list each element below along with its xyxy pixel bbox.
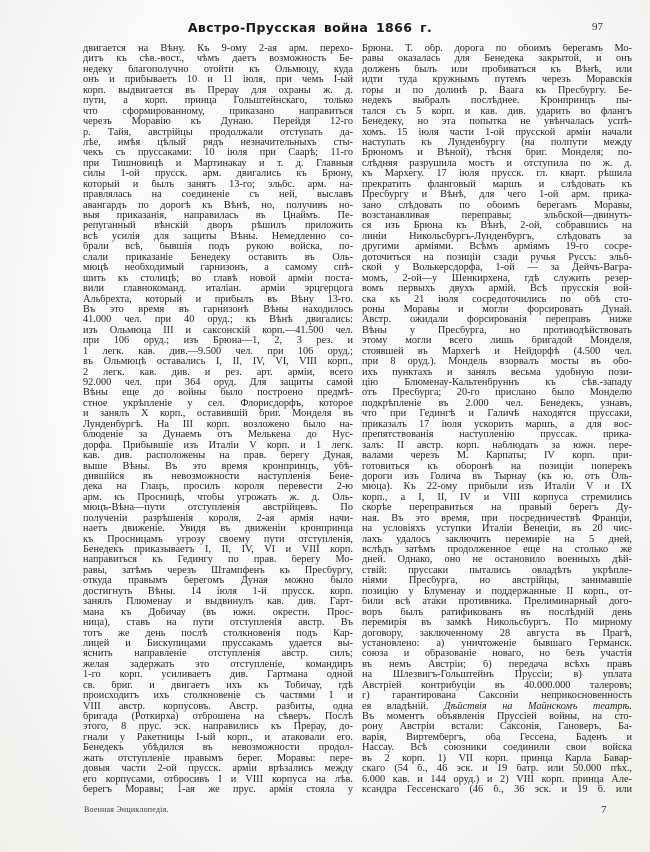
text-line: роны Моравы и могли форсировать Дунай.	[362, 304, 632, 315]
text-line: при Тишновицѣ и Мартинакау и т. д. Главныя	[83, 158, 353, 169]
text-line: онъ и прибываетъ 10 и 11 іюля, при чемъ I-ый	[83, 75, 353, 86]
text-line: дившійся въ невозможности наступленія Бене-	[83, 471, 353, 482]
text-line: силы 1-ой прусск. арм. двигались къ Брюну,	[83, 169, 353, 180]
text-line: репуганный вѣнскій дворъ рѣшилъ приложить	[83, 221, 353, 232]
text-line: и занялъ X корп., оставившій бриг. Монделя въ	[83, 409, 353, 420]
text-line: ихъ пунктахъ и занялъ весьма удобную пози-	[362, 367, 632, 378]
text-line: желая задержать это отступленіе, командиръ	[83, 659, 353, 670]
text-line: VIII австр. корпусовъ. Австр. разбиты, одна	[83, 701, 353, 712]
text-line: лахъ удалось заключить перемиріе на 5 дней,	[362, 534, 632, 545]
text-line: рону Австріи встали: Саксонія, Гановеръ, Ба-	[362, 722, 632, 733]
text-line: подкрѣпленіе въ 2.000 чел. Бенедекъ, узнавъ,	[362, 398, 632, 409]
text-line: Въ это время въ гарнизонѣ Вѣны находилось	[83, 304, 353, 315]
text-line: вслѣдъ затѣмъ продолженное еще на столько же	[362, 545, 632, 555]
text-line: долженъ былъ или пробиваться къ Вѣнѣ, или	[362, 64, 632, 75]
text-line: пути, а корп. принца Гольштейнскаго, только	[83, 96, 353, 107]
text-line: шить къ столицѣ; во главѣ новой арміи поста-	[83, 273, 353, 284]
text-line: Брюномъ и Вѣной), тѣсня бриг. Монделя; по-	[362, 148, 632, 159]
text-line: который и былъ занятъ 13-го; эльбс. арм. на-	[83, 179, 353, 190]
text-line: 1 легк. кав. див.—9.500 чел. при 106 оруд.;	[83, 346, 353, 357]
text-line: г) гарантирована Саксоніи неприкосновенность	[362, 691, 632, 702]
text-run: ея владѣній.	[362, 701, 445, 712]
text-line: Бенедеку, но эта попытка не увѣнчалась успѣ-	[362, 117, 632, 128]
text-line: цію Блюменау-Кальтенбруннъ къ сѣв.-западу	[362, 378, 632, 388]
text-line: ска къ 21 іюля сосредоточились по обѣ сто-	[362, 294, 632, 305]
text-line: возстанавливая переправы; эльбской—двинуть-	[362, 211, 632, 221]
text-line: Вѣны у Пресбурга, но противодѣйствовать	[362, 325, 632, 336]
text-line: довыя части 2-ой прусск. арміи врѣзались между	[83, 764, 353, 775]
text-line: варія, Виртембергъ, оба Гессена, Баденъ и	[362, 732, 632, 743]
text-line: откуда правымъ берегомъ Дуная можно было	[83, 576, 353, 587]
text-line: ствій: пруссаки пытались овладѣть укрѣпле-	[362, 565, 632, 576]
text-line: его корпусами, отбросивъ I и VIII корпуса на лѣв.	[83, 774, 353, 785]
text-line: выше Вѣны. Въ это время кронпринцъ, убѣ-	[83, 461, 353, 472]
text-line: что при Гедингѣ и Галичѣ находятся пруссаки,	[362, 409, 632, 420]
text-line: арм. къ Просницѣ, чтобы угрожать ж. д. Оль-	[83, 492, 353, 503]
text-line: тался съ 5 корп. и кав. див. ударить во флангъ	[362, 106, 632, 117]
text-line: Нассау. Всѣ союзники соединили свои войска	[362, 743, 632, 754]
text-line: на условіяхъ уступки Италіи Венеціи, въ 20 чис-	[362, 524, 632, 535]
text-line: дней. Однако, оно не остановило военныхъ дѣй-	[362, 555, 632, 566]
text-line: лѣе, имѣя цѣлый рядъ незначительныхъ сты-	[83, 137, 353, 148]
text-line: Австріей контрибуціи въ 40.000.000 талеровъ;	[362, 680, 632, 691]
text-line: корп., а I, II, IV и VIII корпуса стремились	[362, 492, 632, 503]
text-line: воръ былъ ратификованъ въ послѣдній день	[362, 607, 632, 618]
text-line: авангардъ по дорогѣ къ Вѣнѣ, но, получивъ но-	[83, 200, 353, 211]
section-heading-italic: Дѣйствія на Майнскомъ театрѣ.	[444, 701, 632, 712]
text-line: прекратить фланговый маршъ и слѣдовать къ	[362, 179, 632, 190]
text-line: кав. див. расположены на прав. берегу Дуная,	[83, 451, 353, 462]
text-line: хомъ. 15 іюля части 1-ой прусской арміи начали	[362, 127, 632, 138]
text-line: достигнуть Вѣны. 14 іюля 1-й прусск. корп.	[83, 586, 353, 597]
text-line: Вѣны еще до войны было построено предмѣ-	[83, 388, 353, 399]
text-line: гнали у Ракетницы I-ый корп., и атаковали его.	[83, 732, 353, 743]
text-columns	[83, 44, 632, 796]
text-line: Брюна. Т. обр. дорога по обоимъ берегамъ Мо-	[362, 44, 632, 54]
footer-imprint: Военная Энциклопедія.	[84, 805, 169, 814]
text-line: слали приказаніе Бенедеку оставить въ Оль-	[83, 252, 353, 263]
left-column	[83, 44, 353, 796]
text-line: мюцъ-Вѣна—пути отступленія австрійцевъ. По	[83, 503, 353, 514]
text-line: при 8 оруд.). Мондель взорвалъ мосты въ обо-	[362, 357, 632, 368]
text-line: препятствованія наступленію пруссак. прика-	[362, 430, 632, 441]
text-line: скаго (54 б., 46 эск. и 19 батр. или 50.000 пѣх.,	[362, 764, 632, 775]
text-line: блюденіе за Дунаемъ отъ Мелькена до Нус-	[83, 430, 353, 441]
text-line: ніями Пресбурга, но австрійцы, занимавшіе	[362, 576, 632, 587]
text-line: приказалъ 17 іюля ускорить маршъ, а для вос-	[362, 419, 632, 430]
text-line: ся изъ Брюна къ Вѣнѣ, 2-ой, собравшись на	[362, 221, 632, 232]
text-line: Въ моментъ объявленія Пруссіей войны, на сто-	[362, 712, 632, 722]
text-line: мана къ Добичау (въ южн. окрестн. Прос-	[83, 607, 353, 618]
text-line: къ Просницамъ угрозу своему пути отступленія,	[83, 534, 353, 545]
text-line: ная. Въ это время, при посредничествѣ Франціи,	[362, 513, 632, 524]
text-line: происходитъ ихъ столкновеніе съ частями I и	[83, 691, 353, 702]
text-line: готовиться къ оборонѣ на позиціи поперекъ	[362, 461, 632, 472]
text-line: 2 легк. кав. див. и рез. арт. арміи, всего	[83, 367, 353, 378]
text-line: чекъ съ пруссаками: 10 іюля при Саарѣ; 11-го	[83, 148, 353, 159]
text-line: Альбрехта, который и прибылъ въ Вѣну 13-го.	[83, 294, 353, 305]
footer-signature-number: 7	[601, 804, 607, 816]
text-line: мюцѣ необходимый гарнизонъ, а самому спѣ-	[83, 263, 353, 274]
text-line: корп. выдвигается въ Прерау для охраны ж. д.	[83, 85, 353, 96]
text-line: къ Мархегу. 17 іюля прусск. гл. кварт. рѣшила	[362, 169, 632, 180]
text-line: этому могли всего лишь бригадой Монделя,	[362, 336, 632, 347]
text-line: Пресбургу и Вѣнѣ, для чего 1-ой арм. прика-	[362, 190, 632, 201]
text-line: ксандра Гессенскаго (46 б., 36 эск. и 19 б. или	[362, 785, 632, 796]
text-line: на Шлезвигъ-Гольштейнъ Пруссіи; в) уплата	[362, 670, 632, 681]
text-line: били всѣ атаки противника. Прелиминарный дого-	[362, 597, 632, 608]
text-line: момъ, 2-ой—у Шенкирхена, гдѣ служить резер-	[362, 273, 632, 284]
text-line: горы и по долинѣ р. Ваага къ Пресбургу. Бе-	[362, 85, 632, 96]
text-line: мюца). Къ 22-ому прибыли изъ Италіи V и IX	[362, 482, 632, 493]
running-title: Австро-Прусская война 1866 г.	[187, 20, 433, 35]
text-line: дорфа. Прибывшіе изъ Италіи V корп. и 1 легк.	[83, 440, 353, 451]
text-line: равы оказалась для Бенедека закрытой, и онъ	[362, 54, 632, 65]
text-line: стоявшей въ Мархегѣ и Нейдорфѣ (4.500 чел.	[362, 346, 632, 357]
text-line: черезъ Моравію къ Дунаю. Перейдя 12-го	[83, 117, 353, 128]
text-line: направиться къ Гедингу по прав. берегу Мо-	[83, 555, 353, 566]
text-line: недекъ выбралъ послѣднее. Кронпринцъ пы-	[362, 96, 632, 107]
text-line: наетъ движеніе. Увидя въ движеніи кронпринца	[83, 524, 353, 535]
text-line: что сформированному, приказано направиться	[83, 106, 353, 117]
text-line: ница), ставъ на пути отступленія австр. Въ	[83, 618, 353, 629]
text-line	[362, 702, 632, 712]
text-line: дитъ къ сѣв.-вост., чѣмъ даетъ возможность Бе-	[83, 54, 353, 65]
text-line: въ 2 корп. 1) VII корп. принца Карла Бавар-	[362, 753, 632, 764]
text-line: 6.000 кав. и 144 оруд.) и 2) VIII корп. принца Але-	[362, 774, 632, 785]
text-line: Бенедекъ приказываетъ I, II, IV, VI и VIII корп.	[83, 545, 353, 555]
text-line: жать отступленіе правымъ берег. Моравы: пере-	[83, 753, 353, 764]
text-line: наступать къ Лунденбургу (на полпути между	[362, 137, 632, 148]
text-line: договору, заключенному 28 августа въ Прагѣ,	[362, 628, 632, 639]
text-line: двигается на Вѣну. Къ 9-ому 2-ая арм. перехо-	[83, 44, 353, 54]
text-line: слѣдняя разрушила мостъ и отступила по ж. д.	[362, 158, 632, 169]
text-line: залъ: II австр. корп. наблюдать за южн. пере-	[362, 440, 632, 451]
text-line: скорѣе переправиться на правый берегъ Ду-	[362, 503, 632, 514]
text-line: р. Тайя, австрійцы продолжали отступать да-	[83, 127, 353, 138]
text-line: союза и образованіе новаго, но безъ участія	[362, 649, 632, 660]
text-line: лицей и Бискупицами пруссакамъ удается вы-	[83, 638, 353, 649]
text-line: занялъ Плюменау и выдвинулъ кав. див. Гарт-	[83, 597, 353, 608]
text-line: равы, затѣмъ черезъ Штампфенъ къ Пресбургу,	[83, 565, 353, 576]
text-line: позицію у Блуменау и поддержанные II корп., от-	[362, 586, 632, 597]
text-line: брали всѣ, бывшія подъ рукою войска, по-	[83, 242, 353, 253]
text-line: выя приказанія, направилась въ Цнаймъ. Пе-	[83, 211, 353, 221]
text-line: отъ Пресбурга; 20-го прислано было Монделю	[362, 388, 632, 399]
text-line: при 106 оруд.; изъ Брюна—1, 2, 3 рез. и	[83, 336, 353, 347]
text-line: 92.000 чел. при 364 оруд. Для защиты самой	[83, 378, 353, 388]
text-line: въ Ольмюцѣ оставались I, II, IV, VI, VIII корп.,	[83, 357, 353, 368]
text-line: перемирія въ замкѣ Никольсбургъ. По мирному	[362, 618, 632, 629]
text-line: яснить направленіе отступленія австр. силъ;	[83, 649, 353, 660]
text-line: 1-го корп. усиливаетъ див. Гартмана одной	[83, 670, 353, 681]
text-line: линіи Никольсбургъ-Лунденбургъ, слѣдовать за	[362, 231, 632, 242]
text-line: Австр. ожидали форсированія переправъ ниже	[362, 315, 632, 326]
text-line: недеку благополучно отойти къ Ольмюцу, куда	[83, 64, 353, 75]
text-line: стное укрѣпленіе у сел. Флорисдорфъ, которое	[83, 398, 353, 409]
text-line: полученіи разрѣшенія короля, 2-ая армія начи-	[83, 513, 353, 524]
text-line: вомъ первыхъ двухъ армій. Всѣ прусскія вой-	[362, 284, 632, 295]
text-line: изъ Ольмюца III и саксонскій корп.—41.500 чел.	[83, 325, 353, 336]
page-number: 97	[592, 21, 603, 33]
text-line: этого, 8 прус. эск. направились къ Прерау, до-	[83, 722, 353, 733]
text-line: установлено: а) уничтоженіе бывшаго Германск.	[362, 638, 632, 649]
text-line: Лунденбургѣ. На III корп. возложено было на-	[83, 419, 353, 430]
text-line: бригада (Роткирха) отброшена на сѣверъ. Послѣ	[83, 712, 353, 722]
text-line: дороги изъ Голича въ Тырнау (къ ю. отъ Оль-	[362, 471, 632, 482]
text-line: 41.000 чел. при 40 оруд.; къ Вѣнѣ двигались:	[83, 315, 353, 326]
right-column	[362, 44, 632, 796]
text-line: зано слѣдовать по обоимъ берегамъ Моравы,	[362, 200, 632, 211]
text-line: идти туда кружнымъ путемъ черезъ Моравскія	[362, 75, 632, 86]
text-line: всѣ усилія для защиты Вѣны. Немедленно со-	[83, 231, 353, 242]
text-line: вили главнокоманд. италіан. арміи эрцгерцога	[83, 284, 353, 295]
text-line: въ немъ Австріи; б) передача всѣхъ правъ	[362, 659, 632, 670]
text-line: доточиться на позиціи сзади ручья Руссъ: эльб-	[362, 252, 632, 263]
text-line: Бенедекъ убѣдился въ невозможности продол-	[83, 743, 353, 754]
text-line: правлялась на соединеніе съ ней, выславъ	[83, 190, 353, 201]
text-line: берегъ Моравы; 1-ая же прус. армія стояла у	[83, 785, 353, 796]
text-line: другими арміями. Всѣмъ арміямъ 19-го сосре-	[362, 242, 632, 253]
text-line: дека на Глацъ, просилъ короля перевести 2-ю	[83, 482, 353, 493]
text-line: тотъ же день послѣ столкновенія подъ Кар-	[83, 628, 353, 639]
text-line: валами черезъ М. Карпаты; IV корп. при-	[362, 451, 632, 462]
text-line: св. бриг. и двигаетъ ихъ къ Тобичау, гдѣ	[83, 680, 353, 691]
text-line: ской у Волькерсдорфа, 1-ой — за Дейчъ-Вагра-	[362, 263, 632, 274]
